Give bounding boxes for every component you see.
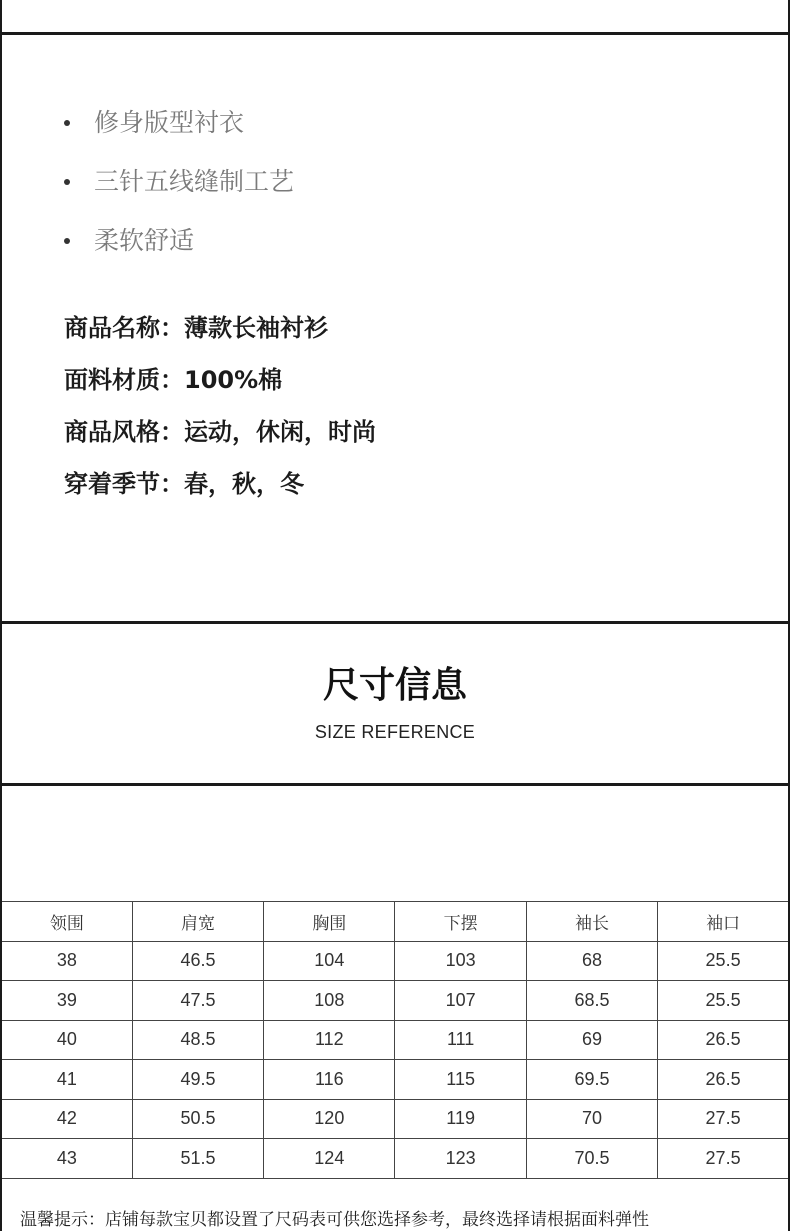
size-title: 尺寸信息 [322, 665, 467, 706]
table-cell: 41 [1, 1060, 132, 1100]
header-cell: 肩宽 [132, 902, 263, 942]
table-cell: 103 [395, 941, 526, 981]
header-cell: 下摆 [395, 902, 526, 942]
table-row [1, 1139, 789, 1179]
spec-product-name: 商品名称：薄款长袖衬衫 [64, 314, 328, 342]
table-cell: 47.5 [132, 981, 263, 1021]
table-cell: 26.5 [658, 1060, 789, 1100]
table-row [1, 981, 789, 1021]
table-cell: 46.5 [132, 941, 263, 981]
feature-list [64, 110, 294, 287]
top-strip [0, 0, 790, 33]
table-cell: 40 [1, 1020, 132, 1060]
bullet-icon [64, 120, 70, 126]
table-row [1, 1060, 789, 1100]
table-cell: 38 [1, 941, 132, 981]
table-cell: 70.5 [526, 1139, 657, 1179]
feature-item: 柔软舒适 [64, 228, 294, 287]
table-cell: 43 [1, 1139, 132, 1179]
table-cell: 69.5 [526, 1060, 657, 1100]
divider [0, 32, 790, 35]
table-cell: 107 [395, 981, 526, 1021]
table-cell: 104 [264, 941, 395, 981]
table-cell: 69 [526, 1020, 657, 1060]
table-header-row [1, 902, 789, 942]
spec-style: 商品风格：运动，休闲，时尚 [64, 418, 376, 446]
size-subtitle: SIZE REFERENCE [314, 722, 476, 742]
table-cell: 26.5 [658, 1020, 789, 1060]
header-cell: 袖长 [526, 902, 657, 942]
divider [0, 783, 790, 786]
table-cell: 70 [526, 1099, 657, 1139]
table-cell: 42 [1, 1099, 132, 1139]
table-cell: 25.5 [658, 941, 789, 981]
table-cell: 27.5 [658, 1099, 789, 1139]
table-row [1, 1099, 789, 1139]
table-cell: 116 [264, 1060, 395, 1100]
table-row [1, 1020, 789, 1060]
table-cell: 68 [526, 941, 657, 981]
feature-item: 三针五线缝制工艺 [64, 169, 294, 228]
table-cell: 112 [264, 1020, 395, 1060]
table-cell: 120 [264, 1099, 395, 1139]
table-cell: 48.5 [132, 1020, 263, 1060]
table-cell: 25.5 [658, 981, 789, 1021]
header-cell: 领围 [1, 902, 132, 942]
table-cell: 111 [395, 1020, 526, 1060]
bullet-icon [64, 238, 70, 244]
table-cell: 108 [264, 981, 395, 1021]
divider [0, 621, 790, 624]
table-cell: 39 [1, 981, 132, 1021]
bullet-icon [64, 179, 70, 185]
spec-season: 穿着季节：春，秋，冬 [64, 470, 304, 498]
size-table [0, 901, 790, 1179]
spec-material: 面料材质：100%棉 [64, 366, 283, 394]
table-cell: 50.5 [132, 1099, 263, 1139]
table-cell: 49.5 [132, 1060, 263, 1100]
table-cell: 68.5 [526, 981, 657, 1021]
feature-item: 修身版型衬衣 [64, 110, 294, 169]
table-cell: 51.5 [132, 1139, 263, 1179]
table-cell: 119 [395, 1099, 526, 1139]
header-cell: 袖口 [658, 902, 789, 942]
table-cell: 27.5 [658, 1139, 789, 1179]
product-specs [64, 312, 376, 520]
size-tip-note: 温馨提示：店铺每款宝贝都设置了尺码表可供您选择参考，最终选择请根据面料弹性 [20, 1210, 649, 1230]
table-cell: 115 [395, 1060, 526, 1100]
header-cell: 胸围 [264, 902, 395, 942]
table-cell: 124 [264, 1139, 395, 1179]
table-cell: 123 [395, 1139, 526, 1179]
table-row [1, 941, 789, 981]
